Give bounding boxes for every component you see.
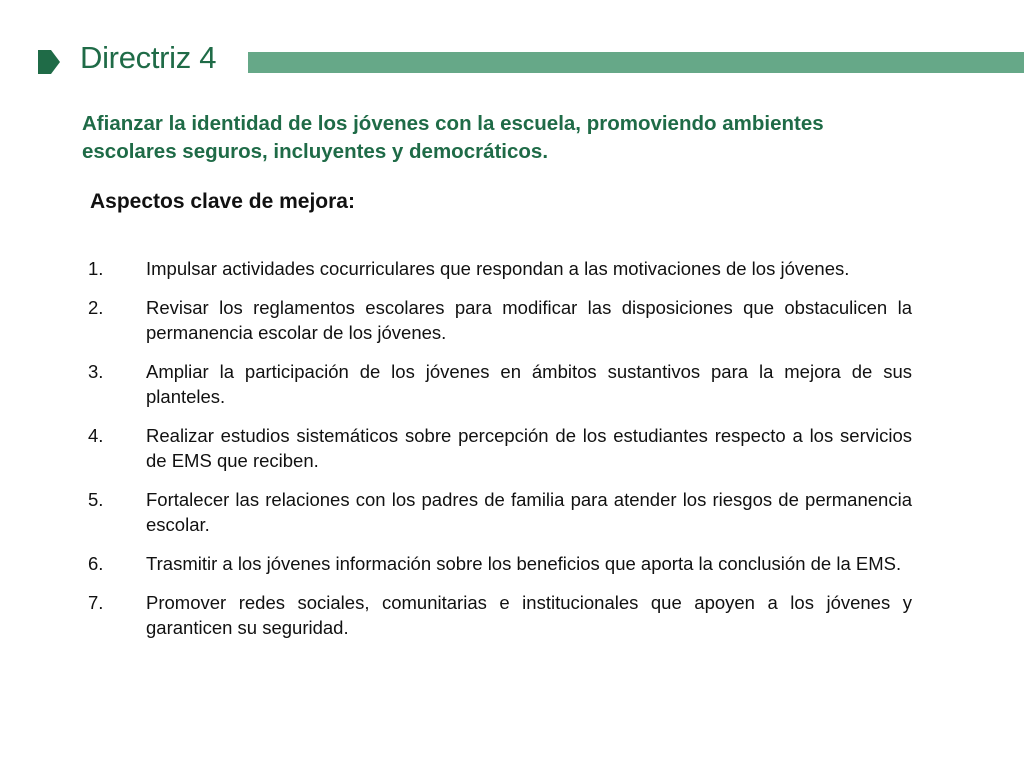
list-item xyxy=(88,423,912,473)
slide-subtitle: Afianzar la identidad de los jóvenes con la escuela, promoviendo ambientes escolares seguros, incluyentes y democráticos. xyxy=(82,112,824,163)
list-item-number: 3. xyxy=(88,361,104,382)
list-item-number: 5. xyxy=(88,489,104,510)
list-item-number: 4. xyxy=(88,425,104,446)
title-marker-icon xyxy=(38,50,60,74)
list-item-number: 1. xyxy=(88,258,104,279)
list-item xyxy=(88,487,912,537)
list-item-text: Realizar estudios sistemáticos sobre percepción de los estudiantes respecto a los servicios de EMS que reciben. xyxy=(146,425,912,471)
list-item xyxy=(88,295,912,345)
list-item-text: Promover redes sociales, comunitarias e institucionales que apoyen a los jóvenes y garanticen su seguridad. xyxy=(146,592,912,638)
title-accent-bar xyxy=(248,52,1024,73)
key-aspects-list xyxy=(88,256,912,654)
list-item-number: 7. xyxy=(88,592,104,613)
list-item xyxy=(88,551,912,576)
list-item-text: Trasmitir a los jóvenes información sobre los beneficios que aporta la conclusión de la EMS. xyxy=(146,553,902,574)
list-item-text: Ampliar la participación de los jóvenes en ámbitos sustantivos para la mejora de sus planteles. xyxy=(146,361,912,407)
list-item xyxy=(88,590,912,640)
slide-title: Directriz 4 xyxy=(80,40,217,75)
list-item-text: Fortalecer las relaciones con los padres de familia para atender los riesgos de permanencia escolar. xyxy=(146,489,912,535)
list-item xyxy=(88,256,912,281)
list-item xyxy=(88,359,912,409)
list-item-number: 6. xyxy=(88,553,104,574)
list-item-text: Impulsar actividades cocurriculares que respondan a las motivaciones de los jóvenes. xyxy=(146,258,850,279)
list-item-number: 2. xyxy=(88,297,104,318)
section-heading: Aspectos clave de mejora: xyxy=(90,190,355,213)
list-item-text: Revisar los reglamentos escolares para modificar las disposiciones que obstaculicen la permanencia escolar de los jóvenes. xyxy=(146,297,912,343)
